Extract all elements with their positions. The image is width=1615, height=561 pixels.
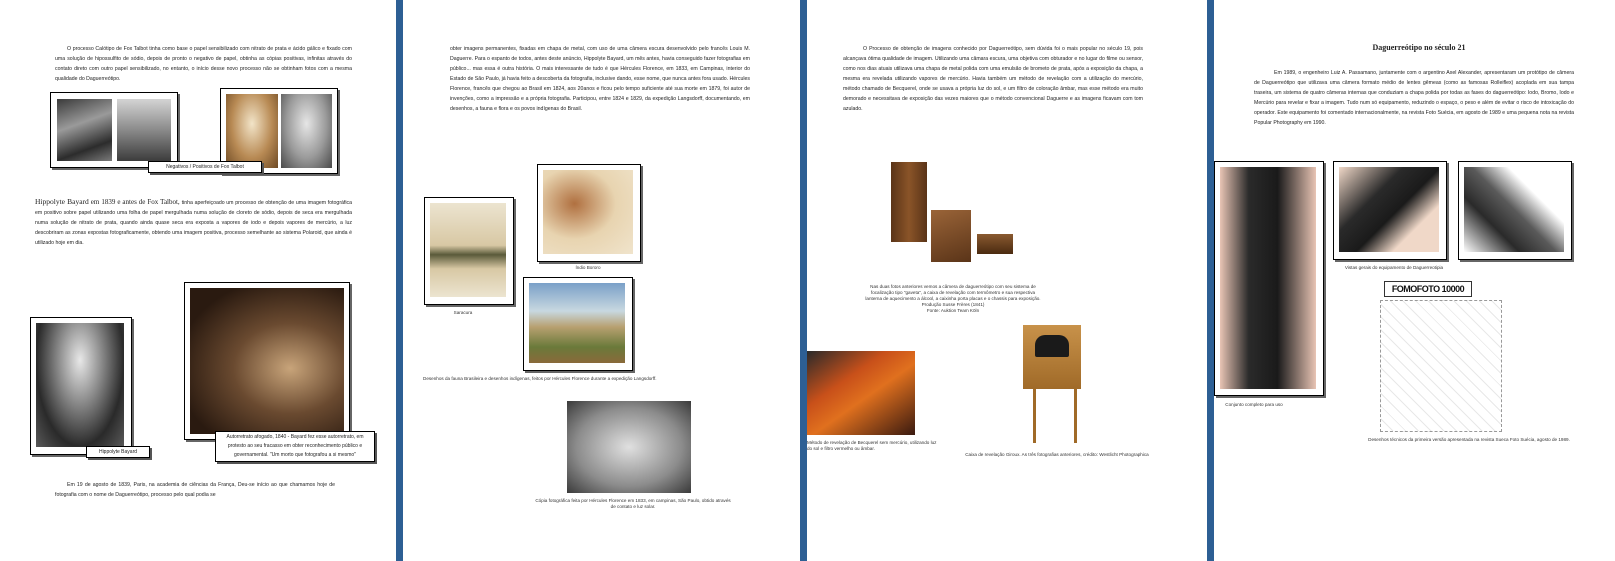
paragraph: O Processo de obtenção de imagens conhecido por Daguerreótipo, sem dúvida foi o mais popular no século 19, pois alcançava ótima qualidade de imagem. Utilizando uma câmara escura, uma objetiva com obturador e no lugar do filme ou sensor, como nos dias atuais utilizava uma chapa de metal polida com uma emulsão de brometo de prata, após a exposição da chapa, a mesma era revelada utilizando vapores de mercúrio. Havia também um método de revelação com a utilização do mercúrio, método chamado de Becquerel, onde se usava a própria luz do sol, e um filtro de coloração âmbar, mas esse método era muito demorado e necessitava de exposição das vezes maiores que o método convencional Daguerre e as imagens ficavam com tom azulado. [843,46,1143,112]
paragraph: O processo Calótipo de Fox Talbot tinha como base o papel sensibilizado com nitrato de prata e ácido gálico e fixado com uma solução de hipossulfito de sódio, depois de pronto o negativo de papel, obtinha as cópias positivas, infinitas através do contato direto com outro papel sensibilizado, no entanto, o início desse novo processo não se obtinham fotos com a mesma qualidade do Daguerreótipo. [55,46,352,82]
text-run: em 1839 e antes de Fox Talbot, [88,198,182,206]
drawing-bororo-indian [543,170,633,254]
document-page-2 [403,0,800,561]
paragraph: obter imagens permanentes, fixadas em chapa de metal, com uso de uma câmera escura desenvolvido pelo francês Louis M. Daguerre. Para o espanto de todos, antes deste anúncio, Hippolyte Bayard, um mês antes, havia conseguido fazer fotografias em público... mas essa é outra história. O mais interessante de tudo é que Hércules Florence, em 1833, em Campinas, interior do Estado de São Paulo, já havia feito a descoberta da fotografia, inclusive dando, esse nome, que nunca antes fora usado. Hércules Florence, francês que chegou ao Brasil em 1824, aos 20anos e ficou pelo tempo suficiente até sua morte em 1879, foi autor de invenções, como a impressão e a própria fotografia. Participou, entre 1824 e 1829, da expedição Langsdorff, documentando, em desenhos, a fauna e flora e os povos indígenas do Brasil. [450,46,750,112]
photo-becquerel-plates [807,351,915,435]
figure-caption: Negativos / Positivos de Fox Talbot [148,161,262,173]
photo-florence-copy [567,401,691,493]
page-title: Daguerreótipo no século 21 [1372,43,1466,52]
figure-caption: Hippolyte Bayard [86,446,150,458]
photo-frame [1333,161,1447,260]
photo-frame [1458,161,1572,260]
photo-talbot-negative [57,99,112,161]
photo-frame [30,317,132,455]
box-window [1035,335,1069,357]
person-name: Hippolyte Bayard [35,197,89,206]
photo-equipment-open [1464,167,1564,252]
box-legs [1033,387,1077,443]
figure-caption: Desenhos técnicos da primeira versão apresentada na revista Sueca Foto Suécia, agosto de 1989. [1368,437,1570,442]
figure-caption: Fonte: Auktion Team Köln [926,308,980,313]
text-run: tinha aperfeiçoado um processo de obtenção de uma imagem fotográfica em positivo sobre papel utilizando uma folha de papel mergulhada numa solução de cloreto de sódio, depois de seca era mergulhada numa solução de nitrato de prata, quando ainda quase seca era exposta a vapores de iodo e depois vapores de mercúrio, a luz descobriram as zonas expostas fotograficamente, obtendo uma imagem positiva, processo semelhante ao sistema Polaroid, que ainda é utilizado hoje em dia. [35,200,353,246]
photo-tree-negative [226,94,278,168]
photo-daguerreotype-camera-set [887,158,1017,266]
drawing-saracura-bird [430,203,506,297]
photo-frame [424,197,514,305]
figure-caption: Nas duas fotos anteriores vemos a câmera de daguerreótipo com seu sistema de focalização tipo "gaveta", a caixa de revelação com termômetro e sua respectiva lanterna de aquecimento a álcool, a caixinha porta placas e o chassis para exposição. Produção Susse Frères (1841) [865,284,1041,307]
technical-drawing [1380,300,1502,432]
photo-equipment-view [1339,167,1439,252]
figure-caption: Autorretrato afogado, 1840 - Bayard fez esse autorretrato, em protesto ao seu fracasso em obter reconhecimento público e governamental. "Um morto que fotografou a si mesmo" [215,431,375,462]
photo-frame [567,401,691,493]
document-page-4 [1214,0,1615,561]
photo-frame [523,277,633,371]
photo-frame [184,282,350,440]
photo-drowned-man [190,288,344,434]
figure-caption: Vistas gerais do equipamento de Daguerreotipia [1344,265,1444,270]
magazine-logo: FOMOFOTO 10000 [1384,281,1472,297]
photo-frame [50,92,178,168]
figure-caption: Conjunto completo para uso [1225,402,1283,407]
figure-caption: Desenhos da fauna Brasileira e desenhos indígenas, feitos por Hércules Florence durante a expedição Langsdorff. [423,376,657,381]
figure-caption: Caixa de revelação Giroux. As três fotografias anteriores, crédito: Westlicht Photographica [965,452,1149,457]
photo-camera-complete [1220,167,1316,389]
figure-caption: Método de revelação de Becquerel sem mercúrio, utilizando luz do sol e filtro vermelho ou âmbar. [807,440,937,451]
figure-caption: Saracura [453,310,473,315]
paragraph [35,197,352,248]
figure-caption: Índio Bororo [575,265,601,270]
photo-frame [1214,161,1324,396]
photo-tree-positive [281,94,332,168]
plate-box [977,234,1013,254]
document-page-1 [0,0,396,561]
camera-box [891,162,927,242]
photo-bayard-portrait [36,323,124,447]
photo-talbot-positive [117,99,171,161]
drawing-landscape [529,283,625,363]
paragraph: Em 1989, o engenheiro Luiz A. Passamano, juntamente com o argentino Axel Alexander, apresentaram um protótipo de câmera de Daguerreótipo que utilizava uma câmera formato médio de lentes gêmeas (como as famosas Rolleiflex) acoplada em sua tampa traseira, um sistema de quatro câmeras internas que conduziam a chapa polida por todas as fases do daguerreótipo: Iodo, Bromo, Iodo e Mercúrio para revelar e fixar a imagem. Tudo num só equipamento, reduzindo o espaço, o peso e além de evitar o risco de intoxicação do operador. Este equipamento foi comentado internacionalmente, na revista Foto Suécia, em agosto de 1989 e uma pequena nota na revista Popular Photography em 1990. [1254,70,1574,126]
figure-caption: Cópia fotográfica feita por Hércules Florence em 1833, em campinas, São Paulo, obtido através de contato e luz solar. [535,498,731,509]
photo-giroux-box [1017,325,1087,447]
paragraph: Em 19 de agosto de 1839, Paris, na academia de ciências da França, Deu-se início ao que chamamos hoje de fotografia com o nome de Daguerreótipo, processo pelo qual podia se [55,482,335,498]
developing-box [931,210,971,262]
photo-frame [537,164,641,262]
document-page-3 [807,0,1207,561]
